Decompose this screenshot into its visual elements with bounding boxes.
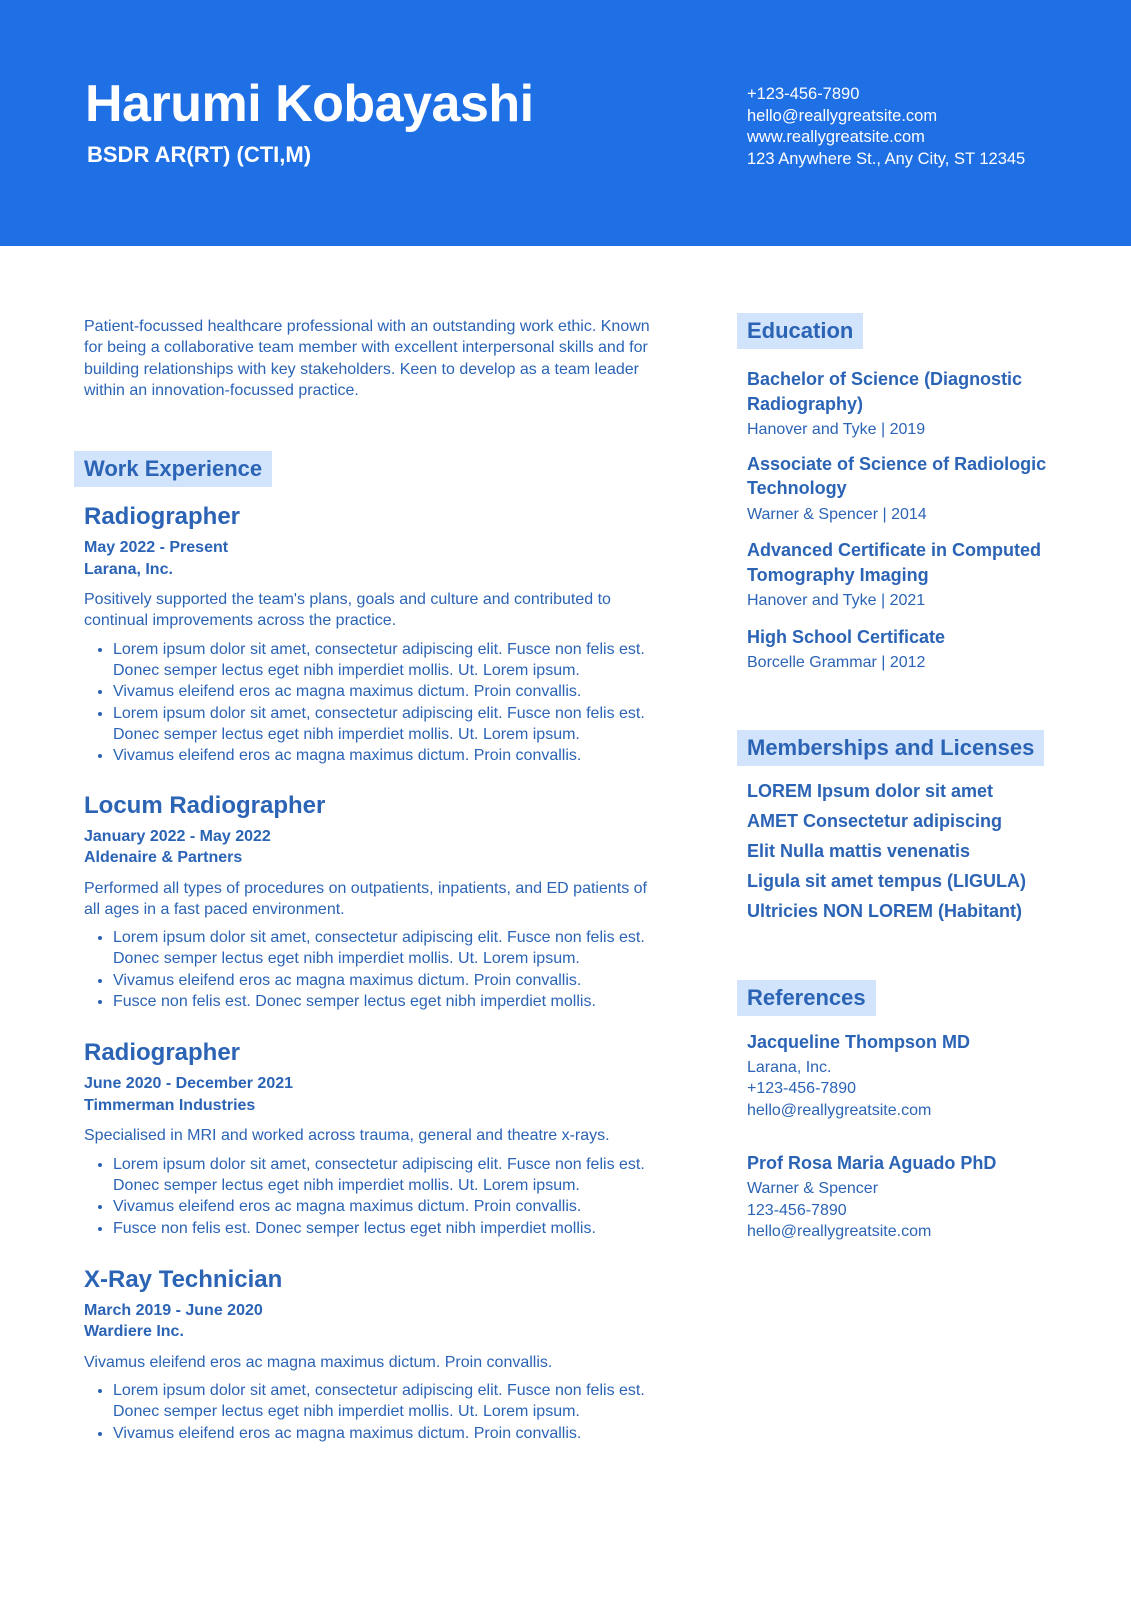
job-company: Wardiere Inc. [84, 1323, 184, 1341]
job-bullet: • Vivamus eleifend eros ac magna maximus dictum. Proin convallis. [113, 970, 656, 991]
education-section [737, 313, 1077, 674]
education-school: Hanover and Tyke | 2019 [747, 421, 926, 438]
memberships-section [737, 730, 1077, 926]
job-description: Vivamus eleifend eros ac magna maximus dictum. Proin convallis. [84, 1353, 553, 1371]
job-dates: January 2022 - May 2022 [84, 827, 271, 845]
contact-block [747, 84, 1025, 170]
references-section [737, 980, 1077, 1243]
job-bullet: • Lorem ipsum dolor sit amet, consectetur adipiscing elit. Fusce non felis est. Donec semper lectus eget nibh imperdiet mollis. Ut. Lorem ipsum. [113, 927, 656, 970]
section-title-work: Work Experience [74, 451, 272, 487]
job-bullet: • Lorem ipsum dolor sit amet, consectetur adipiscing elit. Fusce non felis est. Donec semper lectus eget nibh imperdiet mollis. Ut. Lorem ipsum. [113, 703, 656, 746]
header-banner [0, 0, 1131, 246]
education-degree: Bachelor of Science (Diagnostic Radiography) [747, 369, 1023, 414]
contact-website[interactable]: www.reallygreatsite.com [747, 128, 925, 146]
education-degree: Associate of Science of Radiologic Technology [747, 453, 1047, 498]
job-bullet: • Lorem ipsum dolor sit amet, consectetur adipiscing elit. Fusce non felis est. Donec semper lectus eget nibh imperdiet mollis. Ut. Lorem ipsum. [113, 639, 656, 682]
section-title-references: References [737, 980, 876, 1016]
job-company: Aldenaire & Partners [84, 849, 243, 867]
job-dates: May 2022 - Present [84, 539, 229, 557]
job-bullets [84, 927, 656, 1012]
reference-item [747, 1151, 1077, 1243]
education-item [747, 625, 1077, 674]
reference-phone: 123-456-7890 [747, 1201, 847, 1219]
job-company: Larana, Inc. [84, 560, 173, 578]
job-title: X-Ray Technician [84, 1265, 283, 1293]
job-bullets [84, 639, 656, 767]
education-school: Borcelle Grammar | 2012 [747, 654, 926, 671]
reference-name: Jacqueline Thompson MD [747, 1031, 971, 1052]
job-description: Positively supported the team's plans, goals and culture and contributed to continual improvements across the practice. [84, 591, 611, 630]
job-entry [84, 1265, 656, 1444]
membership-item: Elit Nulla mattis venenatis [747, 840, 971, 861]
membership-item: Ultricies NON LOREM (Habitant) [747, 900, 1023, 921]
job-description: Specialised in MRI and worked across trauma, general and theatre x-rays. [84, 1127, 610, 1145]
education-school: Hanover and Tyke | 2021 [747, 592, 926, 609]
left-column [84, 316, 656, 1444]
job-bullet: • Vivamus eleifend eros ac magna maximus dictum. Proin convallis. [113, 745, 656, 766]
job-bullet: • Fusce non felis est. Donec semper lectus eget nibh imperdiet mollis. [113, 991, 656, 1012]
job-title: Radiographer [84, 503, 241, 531]
job-entry [84, 502, 656, 766]
candidate-credentials: BSDR AR(RT) (CTI,M) [87, 142, 312, 167]
reference-email[interactable]: hello@reallygreatsite.com [747, 1101, 932, 1119]
contact-email[interactable]: hello@reallygreatsite.com [747, 106, 938, 125]
job-bullets [84, 1380, 656, 1444]
job-entry [84, 791, 656, 1013]
profile-summary: Patient-focussed healthcare professional with an outstanding work ethic. Known for being a collaborative team member with excellent interpersonal skills and for building relationships with key stakeholders. Keen to develop as a team leader within an innovation-focussed practice. [84, 318, 650, 399]
job-title: Radiographer [84, 1039, 241, 1067]
membership-item: LOREM Ipsum dolor sit amet [747, 780, 994, 801]
education-degree: Advanced Certificate in Computed Tomography Imaging [747, 540, 1042, 585]
job-dates: March 2019 - June 2020 [84, 1301, 263, 1319]
job-bullet: • Vivamus eleifend eros ac magna maximus dictum. Proin convallis. [113, 1423, 656, 1444]
job-bullet: • Vivamus eleifend eros ac magna maximus dictum. Proin convallis. [113, 1196, 656, 1217]
reference-company: Warner & Spencer [747, 1180, 879, 1197]
reference-phone: +123-456-7890 [747, 1080, 856, 1097]
job-company: Timmerman Industries [84, 1096, 256, 1114]
education-item [747, 367, 1077, 441]
right-column [737, 313, 1077, 1243]
reference-item [747, 1030, 1077, 1122]
section-title-memberships: Memberships and Licenses [737, 730, 1044, 766]
education-degree: High School Certificate [747, 626, 946, 647]
contact-address: 123 Anywhere St., Any City, ST 12345 [747, 149, 1026, 168]
education-item [747, 538, 1077, 612]
job-bullet: • Vivamus eleifend eros ac magna maximus dictum. Proin convallis. [113, 681, 656, 702]
education-school: Warner & Spencer | 2014 [747, 505, 927, 523]
work-experience-section [84, 451, 656, 1444]
education-item [747, 452, 1077, 526]
reference-email[interactable]: hello@reallygreatsite.com [747, 1223, 932, 1240]
job-bullet: • Lorem ipsum dolor sit amet, consectetur adipiscing elit. Fusce non felis est. Donec semper lectus eget nibh imperdiet mollis. Ut. Lorem ipsum. [113, 1380, 656, 1423]
section-title-education: Education [737, 313, 863, 349]
membership-item: AMET Consectetur adipiscing [747, 810, 1003, 831]
job-description: Performed all types of procedures on outpatients, inpatients, and ED patients of all ages in a fast paced environment. [84, 879, 647, 918]
reference-name: Prof Rosa Maria Aguado PhD [747, 1153, 997, 1173]
reference-company: Larana, Inc. [747, 1058, 832, 1076]
job-bullets [84, 1154, 656, 1239]
job-dates: June 2020 - December 2021 [84, 1075, 294, 1093]
membership-item: Ligula sit amet tempus (LIGULA) [747, 870, 1027, 891]
contact-phone: +123-456-7890 [747, 85, 860, 103]
job-entry [84, 1038, 656, 1238]
job-bullet: • Fusce non felis est. Donec semper lectus eget nibh imperdiet mollis. [113, 1218, 656, 1239]
job-bullet: • Lorem ipsum dolor sit amet, consectetur adipiscing elit. Fusce non felis est. Donec semper lectus eget nibh imperdiet mollis. Ut. Lorem ipsum. [113, 1154, 656, 1197]
candidate-name: Harumi Kobayashi [85, 75, 534, 133]
job-title: Locum Radiographer [84, 791, 326, 819]
